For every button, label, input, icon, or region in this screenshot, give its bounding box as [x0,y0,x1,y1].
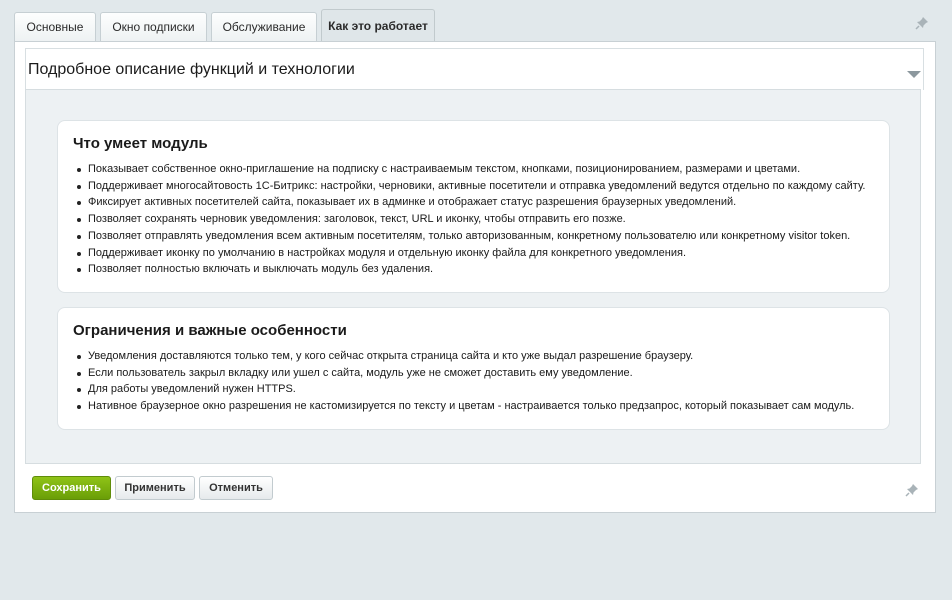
card-title: Что умеет модуль [73,135,208,152]
button-bar [15,464,935,512]
card-title: Ограничения и важные особенности [73,322,347,339]
list-item: Позволяет сохранять черновик уведомления: заголовок, текст, URL и иконку, чтобы отправить его позже. [75,211,880,228]
tab-main[interactable]: Основные [14,12,96,41]
chevron-down-icon[interactable] [907,66,921,84]
list-item: Нативное браузерное окно разрешения не кастомизируется по тексту и цветам - настраивается только предзапрос, который показывает сам модуль. [75,398,880,415]
cancel-button[interactable]: Отменить [199,476,273,500]
list-item: Уведомления доставляются только тем, у кого сейчас открыта страница сайта и кто уже выдал разрешение браузеру. [75,348,880,365]
tab-subscription-window[interactable]: Окно подписки [100,12,207,41]
section-title: Подробное описание функций и технологии [28,61,355,78]
pin-icon[interactable] [915,16,929,35]
list-item: Показывает собственное окно-приглашение на подписку с настраиваемым текстом, кнопками, позиционированием, размерами и цветами. [75,161,880,178]
features-card [57,120,890,293]
limitations-card [57,307,890,430]
save-button[interactable]: Сохранить [32,476,111,500]
list-item: Поддерживает многосайтовость 1С-Битрикс: настройки, черновики, активные посетители и отправка уведомлений ведутся отдельно по каждому сайту. [75,178,880,195]
tab-maintenance[interactable]: Обслуживание [211,12,317,41]
features-list [75,161,880,278]
list-item: Позволяет полностью включать и выключать модуль без удаления. [75,261,880,278]
section-header[interactable] [25,48,924,90]
settings-panel [14,41,936,513]
pin-icon[interactable] [905,483,919,502]
list-item: Для работы уведомлений нужен HTTPS. [75,381,880,398]
section-content [25,89,921,464]
list-item: Позволяет отправлять уведомления всем активным посетителям, только авторизованным, конкретному пользователю или конкретному visitor token. [75,228,880,245]
tab-how-it-works[interactable]: Как это работает [321,9,435,41]
list-item: Если пользователь закрыл вкладку или ушел с сайта, модуль уже не сможет доставить ему уведомление. [75,365,880,382]
apply-button[interactable]: Применить [115,476,195,500]
limitations-list [75,348,880,415]
list-item: Поддерживает иконку по умолчанию в настройках модуля и отдельную иконку файла для конкретного уведомления. [75,245,880,262]
list-item: Фиксирует активных посетителей сайта, показывает их в админке и отображает статус разрешения браузерных уведомлений. [75,194,880,211]
